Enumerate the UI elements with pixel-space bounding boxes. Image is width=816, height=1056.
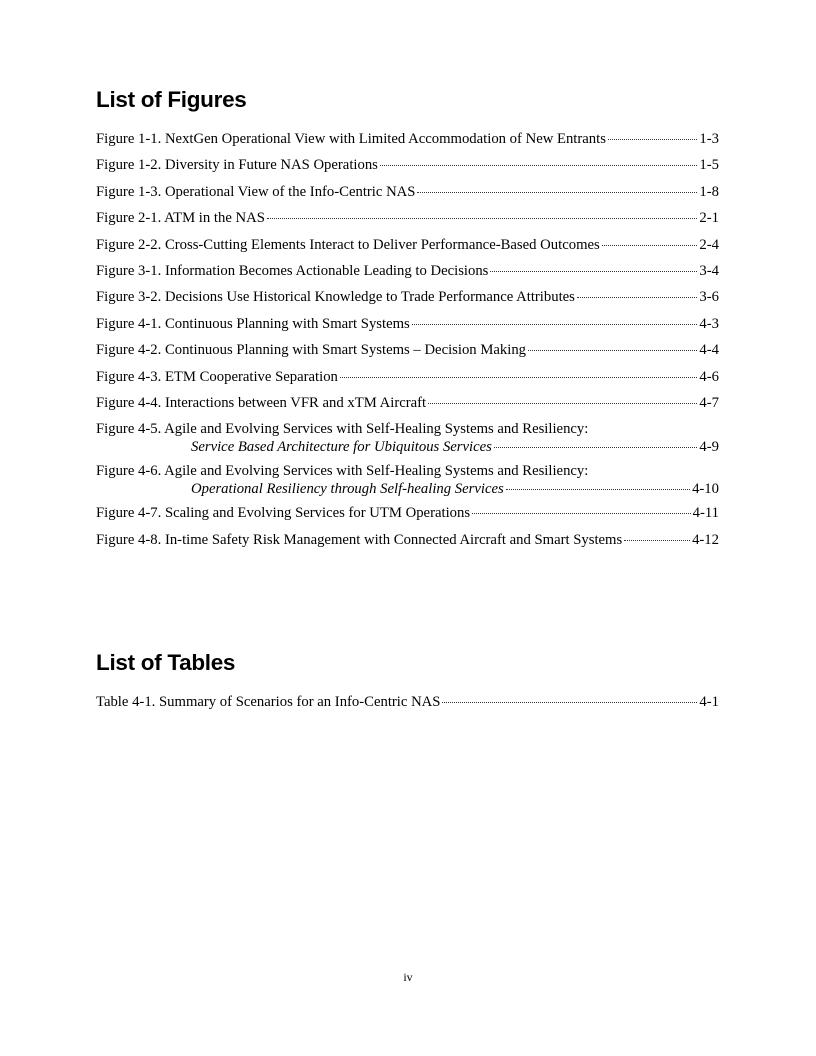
entry-label: Figure 3-1. Information Becomes Actionable Leading to Decisions [96,262,489,279]
entry-label: Figure 1-1. NextGen Operational View with Limited Accommodation of New Entrants [96,131,606,147]
dot-leader [506,489,690,490]
entry-label: Figure 4-4. Interactions between VFR and xTM Aircraft [96,394,427,411]
entry-label: Figure 1-2. Diversity in Future NAS Operations [96,157,378,174]
entry-label: Figure 4-1. Continuous Planning with Smart Systems [96,315,410,332]
dot-leader [577,297,698,298]
figure-entry[interactable] [96,340,719,361]
dot-leader [528,350,697,351]
page-number: iv [403,970,413,984]
entry-page-number: 4-3 [699,315,719,332]
entry-label: Figure 4-8. In-time Safety Risk Management with Connected Aircraft and Smart Systems [96,531,623,548]
figure-entry[interactable] [96,393,719,414]
figure-entry[interactable] [96,530,719,551]
entry-page-number: 3-4 [699,262,719,279]
entry-label: Figure 4-5. Agile and Evolving Services with Self-Healing Systems and Resiliency: [96,421,589,438]
dot-leader [442,702,697,703]
dot-leader [490,271,697,272]
dot-leader [428,403,697,404]
entry-sublabel: Operational Resiliency through Self-healing Services [191,481,504,498]
figure-entry[interactable] [96,155,719,176]
tables-list [96,692,719,718]
dot-leader [267,218,698,219]
dot-leader [494,447,698,448]
entry-label: Figure 4-7. Scaling and Evolving Services for UTM Operations [96,505,471,522]
entry-page-number: 4-1 [699,694,719,710]
entry-page-number: 1-5 [699,157,719,174]
entry-label: Table 4-1. Summary of Scenarios for an Info-Centric NAS [96,694,441,710]
dot-leader [472,513,691,514]
table-entry[interactable] [96,692,719,713]
figure-entry[interactable] [96,503,719,524]
entry-label: Figure 4-6. Agile and Evolving Services with Self-Healing Systems and Resiliency: [96,463,589,480]
dot-leader [412,324,698,325]
figure-entry[interactable] [96,314,719,335]
entry-page-number: 4-10 [692,481,719,498]
figure-entry[interactable] [96,367,719,388]
entry-page-number: 3-6 [699,289,719,306]
entry-page-number: 1-3 [699,131,719,147]
entry-page-number: 4-6 [699,368,719,385]
entry-page-number: 4-4 [699,342,719,359]
entry-page-number: 4-7 [699,394,719,411]
entry-label: Figure 4-2. Continuous Planning with Smart Systems – Decision Making [96,342,527,359]
entry-page-number: 1-8 [699,183,719,200]
figure-entry[interactable] [96,461,719,500]
entry-page-number: 4-11 [692,505,719,522]
entry-sublabel: Service Based Architecture for Ubiquitous Services [191,439,492,456]
list-of-figures-heading: List of Figures [96,87,247,112]
dot-leader [624,540,690,541]
entry-label: Figure 1-3. Operational View of the Info-Centric NAS [96,183,416,200]
entry-label: Figure 2-1. ATM in the NAS [96,210,265,227]
dot-leader [602,245,698,246]
figure-entry[interactable] [96,129,719,150]
figure-entry[interactable] [96,287,719,308]
entry-label: Figure 4-3. ETM Cooperative Separation [96,368,338,385]
figure-entry[interactable] [96,261,719,282]
entry-page-number: 4-12 [692,531,719,548]
entry-page-number: 2-1 [699,210,719,227]
figure-entry[interactable] [96,235,719,256]
dot-leader [340,377,698,378]
dot-leader [380,165,698,166]
entry-label: Figure 2-2. Cross-Cutting Elements Interact to Deliver Performance-Based Outcomes [96,236,600,253]
dot-leader [417,192,697,193]
figure-entry[interactable] [96,182,719,203]
figure-entry[interactable] [96,419,719,458]
entry-label: Figure 3-2. Decisions Use Historical Knowledge to Trade Performance Attributes [96,289,575,306]
dot-leader [608,139,697,140]
figure-entry[interactable] [96,208,719,229]
entry-page-number: 2-4 [699,236,719,253]
figures-list [96,129,719,556]
entry-page-number: 4-9 [699,439,719,456]
list-of-tables-heading: List of Tables [96,650,236,675]
